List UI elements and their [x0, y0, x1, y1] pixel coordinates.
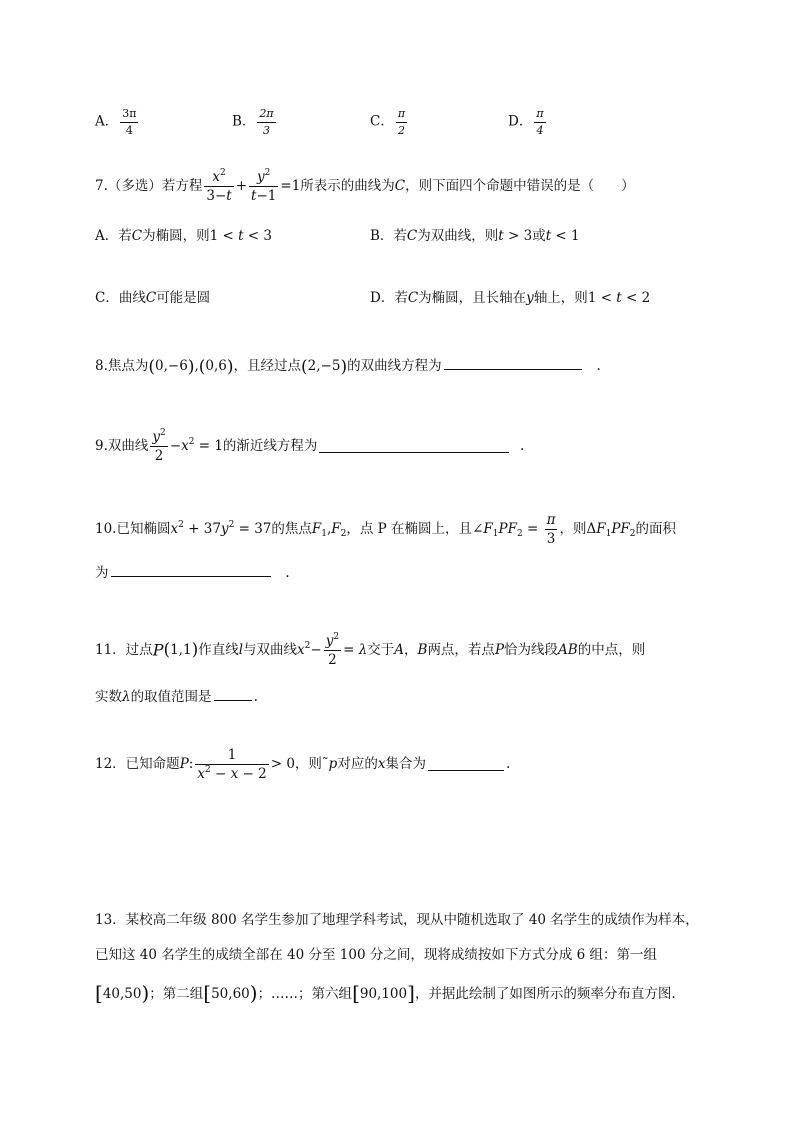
- q11-line1: 11．过点P(1,1)作直线l与双曲线$x^2-$ $\frac{y^2}{2}$ = λ交于A，B两点，若点P恰为线段AB的中点，则: [95, 632, 646, 669]
- q13-line3: [40,50)；第二组[50,60)；……；第六组[90,100]，并据此绘制了如图所示的频率分布直方图.: [95, 981, 676, 1005]
- q7-option-c: C．曲线C可能是圆: [95, 290, 211, 306]
- q12: 12．已知命题P: $\frac{1}{x^2 - x - 2}$ > 0，则˜p对应的x集合为 .: [95, 747, 511, 783]
- q7-option-b: B．若C为双曲线，则t > 3或t < 1: [370, 228, 580, 244]
- q6-option-d: D． $\frac{\pi}{4}$: [508, 107, 544, 137]
- q6-option-a: A． $\frac{3\pi}{4}$: [95, 107, 137, 137]
- q7-option-d: D．若C为椭圆，且长轴在y轴上，则1 < t < 2: [370, 290, 651, 306]
- q9: 9.双曲线 $\frac{y^2}{2}$ $-x^2 = 1$的渐近线方程为 .: [95, 428, 525, 465]
- q8: 8.焦点为(0,−6),(0,6)，且经过点(2,−5)的双曲线方程为 .: [95, 357, 601, 377]
- q10-answer-blank[interactable]: [111, 564, 271, 577]
- q11-line2: 实数λ的取值范围是 .: [95, 689, 258, 705]
- q9-answer-blank[interactable]: [319, 440, 509, 453]
- q10-line2: 为 .: [95, 565, 290, 581]
- q10-line1: 10.已知椭圆$x^2 + 37y^2 = 37$的焦点$F_1,F_2$，点 P 在椭圆上，且$\angle F_1PF_2$ = $\frac{\pi}{3}$ ，则$\Delta F_1PF_2$的面积: [95, 512, 676, 548]
- q7-stem: 7.（多选）若方程 $\frac{x^2}{3-t}$ + $\frac{y^2}{t-1}$ =1所表示的曲线为C，则下面四个命题中错误的是（ ）: [95, 168, 635, 205]
- q8-answer-blank[interactable]: [444, 357, 582, 370]
- q6-option-c: C． $\frac{\pi}{2}$: [370, 107, 406, 137]
- q13-line1: 13．某校高二年级 800 名学生参加了地理学科考试，现从中随机选取了 40 名学生的成绩作为样本，: [95, 912, 699, 928]
- q11-answer-blank[interactable]: [214, 688, 252, 701]
- q7-option-a: A．若C为椭圆，则1 < t < 3: [95, 228, 272, 244]
- q13-line2: 已知这 40 名学生的成绩全部在 40 分至 100 分之间，现将成绩按如下方式分成 6 组：第一组: [95, 947, 658, 963]
- q12-answer-blank[interactable]: [428, 758, 504, 771]
- q6-option-b: B． $\frac{2\pi}{3}$: [232, 107, 274, 137]
